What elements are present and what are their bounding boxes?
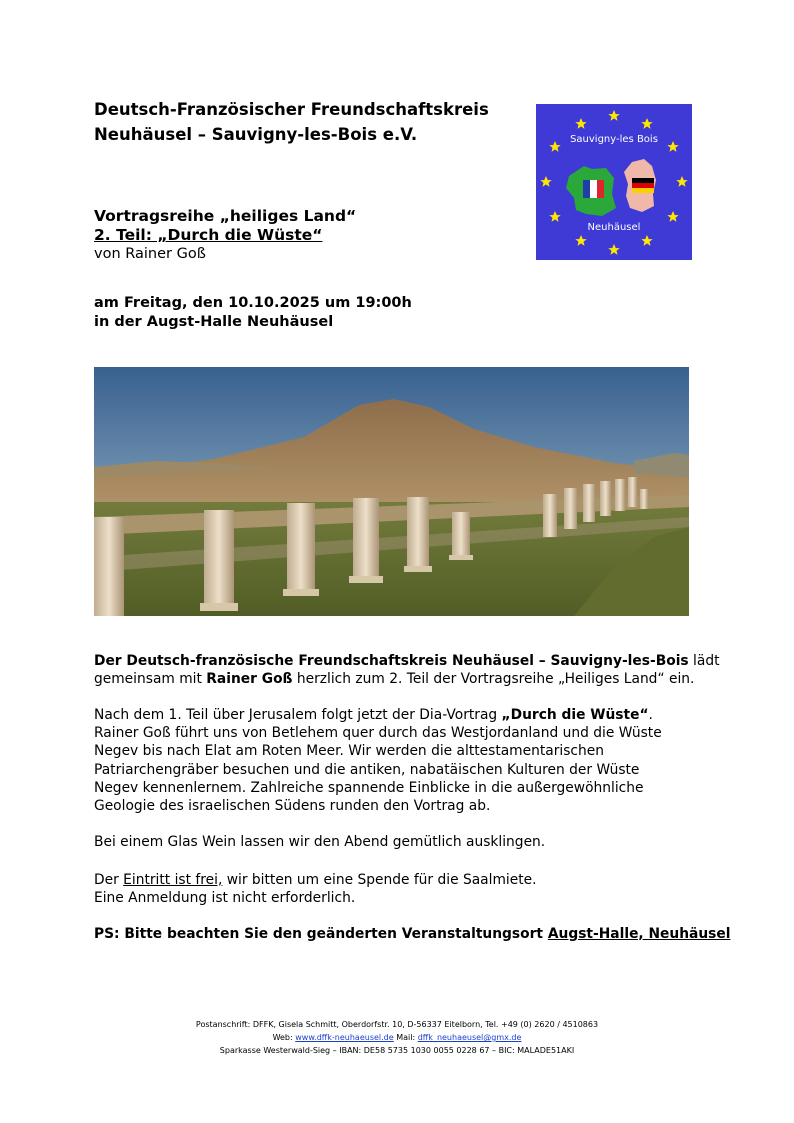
venue-underlined: Augst-Halle, Neuhäusel [547, 926, 731, 942]
text-line: Rainer Goß führt uns von Betlehem quer durch das Westjordanland und die Wüste [94, 725, 662, 742]
paragraph-wine [94, 833, 714, 851]
talk-title-bold: „Durch die Wüste“ [501, 707, 649, 723]
text-span: Nach dem 1. Teil über Jerusalem folgt jetzt der Dia-Vortrag [94, 707, 502, 723]
text-span: . [648, 707, 653, 723]
logo-bottom-text: Neuhäusel [587, 222, 641, 233]
free-entry-text: Eintritt ist frei, [123, 872, 223, 888]
web-label: Web: [272, 1033, 296, 1042]
paragraph-description [94, 706, 714, 815]
org-name-bold: Der Deutsch-französische Freundschaftskreis Neuhäusel – Sauvigny-les-Bois [94, 653, 689, 669]
desert-ruins-photo [94, 367, 689, 616]
text-line: Bei einem Glas Wein lassen wir den Abend gemütlich ausklingen. [94, 834, 546, 850]
event-speaker: von Rainer Goß [94, 246, 206, 262]
footer-address: Postanschrift: DFFK, Gisela Schmitt, Oberdorfstr. 10, D-56337 Eitelborn, Tel. +49 (0) 2620 / 4510863 [195, 1020, 599, 1029]
text-span: gemeinsam mit [94, 671, 207, 688]
logo-top-text: Sauvigny-les Bois [570, 134, 658, 145]
org-line-1: Deutsch-Französischer Freundschaftskreis [94, 100, 489, 119]
paragraph-admission [94, 871, 714, 907]
logo [536, 104, 692, 260]
event-venue: in der Augst-Halle Neuhäusel [94, 314, 334, 330]
text-span: PS: Bitte beachten Sie den geänderten Veranstaltungsort [94, 926, 548, 942]
event-subtitle: 2. Teil: „Durch die Wüste“ [94, 226, 323, 244]
ruins-landscape-image [94, 367, 689, 616]
text-line: Geologie des israelischen Südens runden den Vortrag ab. [94, 797, 491, 814]
event-title: Vortragsreihe „heiliges Land“ [94, 207, 357, 225]
text-span: wir bitten um eine Spende für die Saalmiete. [222, 872, 537, 888]
text-line: Eine Anmeldung ist nicht erforderlich. [94, 890, 356, 907]
text-span: herzlich zum 2. Teil der Vortragsreihe „Heiliges Land“ ein. [292, 671, 695, 688]
website-link[interactable]: www.dffk-neuhaeusel.de [295, 1033, 394, 1042]
paragraph-invitation [94, 652, 720, 688]
mail-label: Mail: [393, 1033, 418, 1042]
eu-stars-icon [536, 104, 692, 260]
text-span: lädt [688, 653, 720, 669]
org-line-2: Neuhäusel – Sauvigny-les-Bois e.V. [94, 125, 418, 144]
organization-name [94, 97, 514, 147]
email-link[interactable]: dffk_neuhaeusel@gmx.de [417, 1033, 522, 1042]
speaker-name-bold: Rainer Goß [206, 671, 293, 688]
text-line: Patriarchengräber besuchen und die antiken, nabatäischen Kulturen der Wüste [94, 761, 640, 778]
postscript [94, 925, 731, 943]
text-span: Der [94, 872, 124, 888]
text-line: Negev kennenlernem. Zahlreiche spannende Einblicke in die außergewöhnliche [94, 779, 644, 796]
footer [94, 1018, 700, 1057]
event-date: am Freitag, den 10.10.2025 um 19:00h [94, 295, 412, 311]
text-line: Negev bis nach Elat am Roten Meer. Wir werden die alttestamentarischen [94, 743, 604, 760]
footer-bank: Sparkasse Westerwald-Sieg – IBAN: DE58 5735 1030 0055 0228 67 – BIC: MALADE51AKI [219, 1046, 575, 1055]
